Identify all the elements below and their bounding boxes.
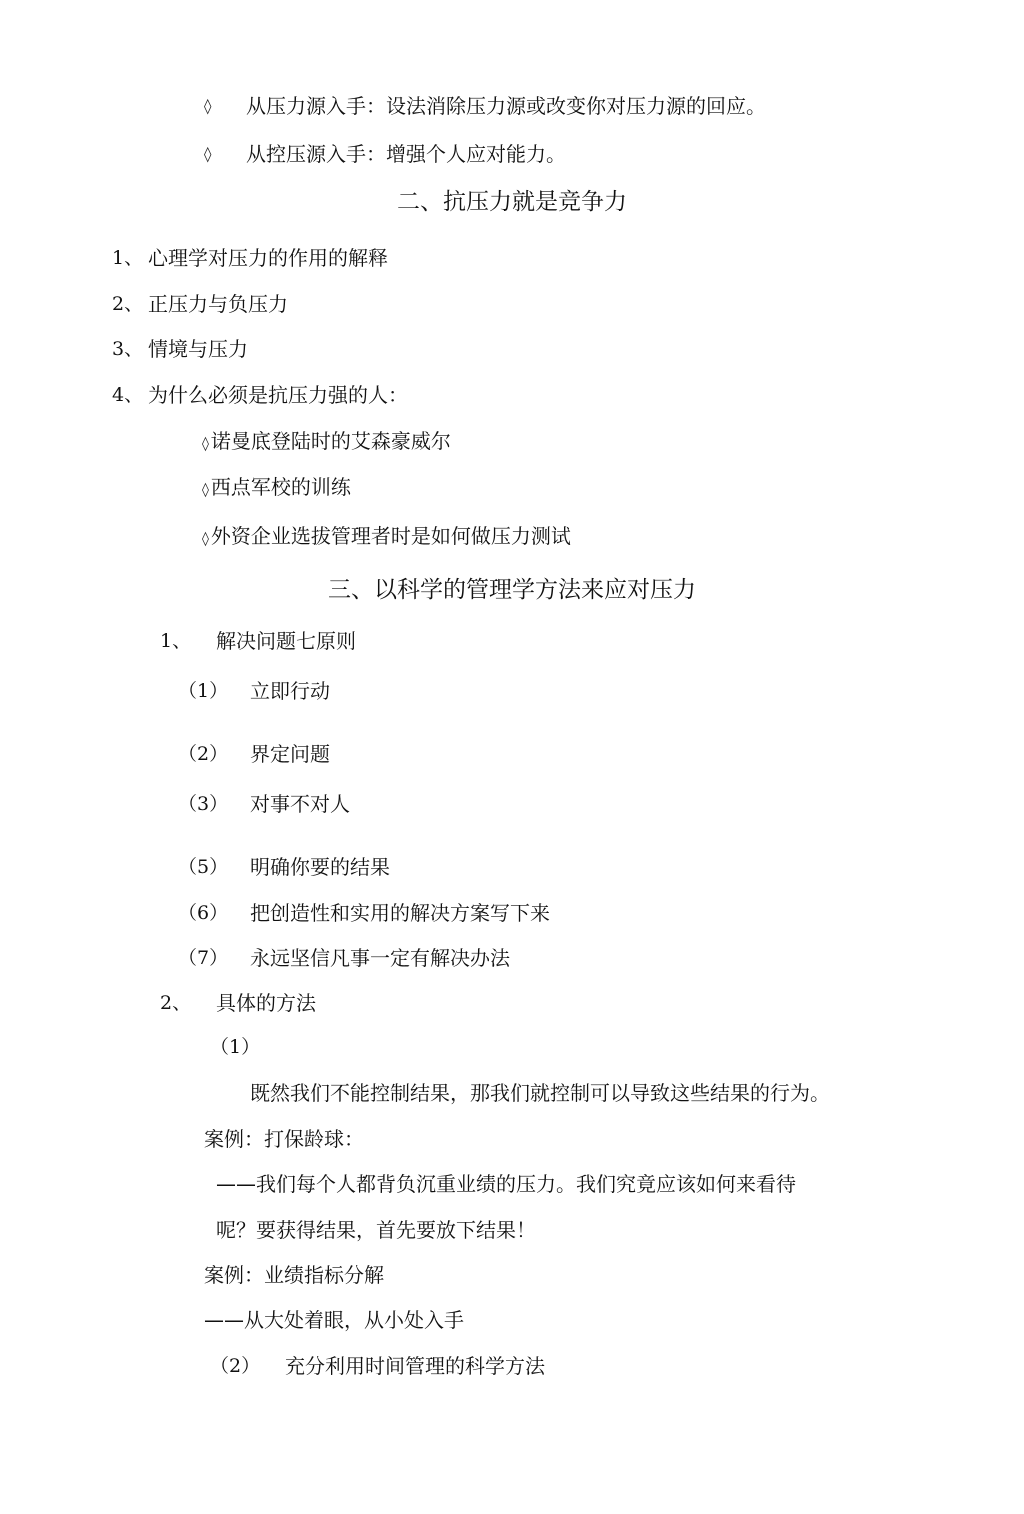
item-number: 4、 xyxy=(112,384,144,406)
intro-bullet-2: 从控压源入手：增强个人应对能力。 xyxy=(246,142,566,166)
part-2-title: 具体的方法 xyxy=(216,991,316,1015)
principle-number: （1） xyxy=(178,680,229,702)
part-1-number: 1、 xyxy=(160,630,192,652)
diamond-bullet-icon: ◊ xyxy=(204,145,212,163)
sub-bullet-text: 诺曼底登陆时的艾森豪威尔 xyxy=(210,429,451,453)
case-2-line: ——从大处着眼，从小处入手 xyxy=(204,1308,464,1332)
case-2-label: 案例：业绩指标分解 xyxy=(204,1263,384,1287)
section-2-item-3: 情境与压力 xyxy=(148,337,248,361)
method-2-text: 充分利用时间管理的科学方法 xyxy=(285,1354,545,1378)
principle-6: 把创造性和实用的解决方案写下来 xyxy=(250,901,550,925)
method-1-text: 既然我们不能控制结果，那我们就控制可以导致这些结果的行为。 xyxy=(250,1081,830,1105)
sub-bullet-3 xyxy=(202,523,571,552)
item-number: 1、 xyxy=(112,247,144,269)
sub-bullet-text: 外资企业选拔管理者时是如何做压力测试 xyxy=(210,524,571,548)
diamond-bullet-icon: ◊ xyxy=(202,436,209,452)
part-1-title: 解决问题七原则 xyxy=(216,629,356,653)
principle-number: （3） xyxy=(178,793,229,815)
item-number: 3、 xyxy=(112,338,144,360)
principle-number: （5） xyxy=(178,856,229,878)
diamond-bullet-icon: ◊ xyxy=(202,482,209,498)
intro-bullet-1: 从压力源入手：设法消除压力源或改变你对压力源的回应。 xyxy=(246,94,766,118)
section-2-item-4: 为什么必须是抗压力强的人： xyxy=(148,383,408,407)
section-2-item-2: 正压力与负压力 xyxy=(148,292,288,316)
principle-7: 永远坚信凡事一定有解决办法 xyxy=(250,946,510,970)
method-1-number: （1） xyxy=(210,1036,261,1058)
principle-1: 立即行动 xyxy=(250,679,330,703)
part-2-number: 2、 xyxy=(160,992,192,1014)
case-1-label: 案例：打保龄球： xyxy=(204,1127,364,1151)
sub-bullet-1 xyxy=(202,428,451,457)
section-3-heading: 三、以科学的管理学方法来应对压力 xyxy=(328,577,696,603)
principle-number: （7） xyxy=(178,947,229,969)
section-2-heading: 二、抗压力就是竞争力 xyxy=(397,189,627,215)
section-2-item-1: 心理学对压力的作用的解释 xyxy=(148,246,388,270)
case-1-line-2: 呢？要获得结果，首先要放下结果！ xyxy=(216,1218,536,1242)
principle-5: 明确你要的结果 xyxy=(250,855,390,879)
principle-number: （2） xyxy=(178,743,229,765)
diamond-bullet-icon: ◊ xyxy=(204,97,212,115)
case-1-line-1: ——我们每个人都背负沉重业绩的压力。我们究竟应该如何来看待 xyxy=(216,1172,796,1196)
sub-bullet-2 xyxy=(202,474,351,503)
method-2-number: （2） xyxy=(210,1355,261,1377)
sub-bullet-text: 西点军校的训练 xyxy=(210,475,351,499)
principle-3: 对事不对人 xyxy=(250,792,350,816)
principle-number: （6） xyxy=(178,902,229,924)
diamond-bullet-icon: ◊ xyxy=(202,531,209,547)
item-number: 2、 xyxy=(112,293,144,315)
principle-2: 界定问题 xyxy=(250,742,330,766)
